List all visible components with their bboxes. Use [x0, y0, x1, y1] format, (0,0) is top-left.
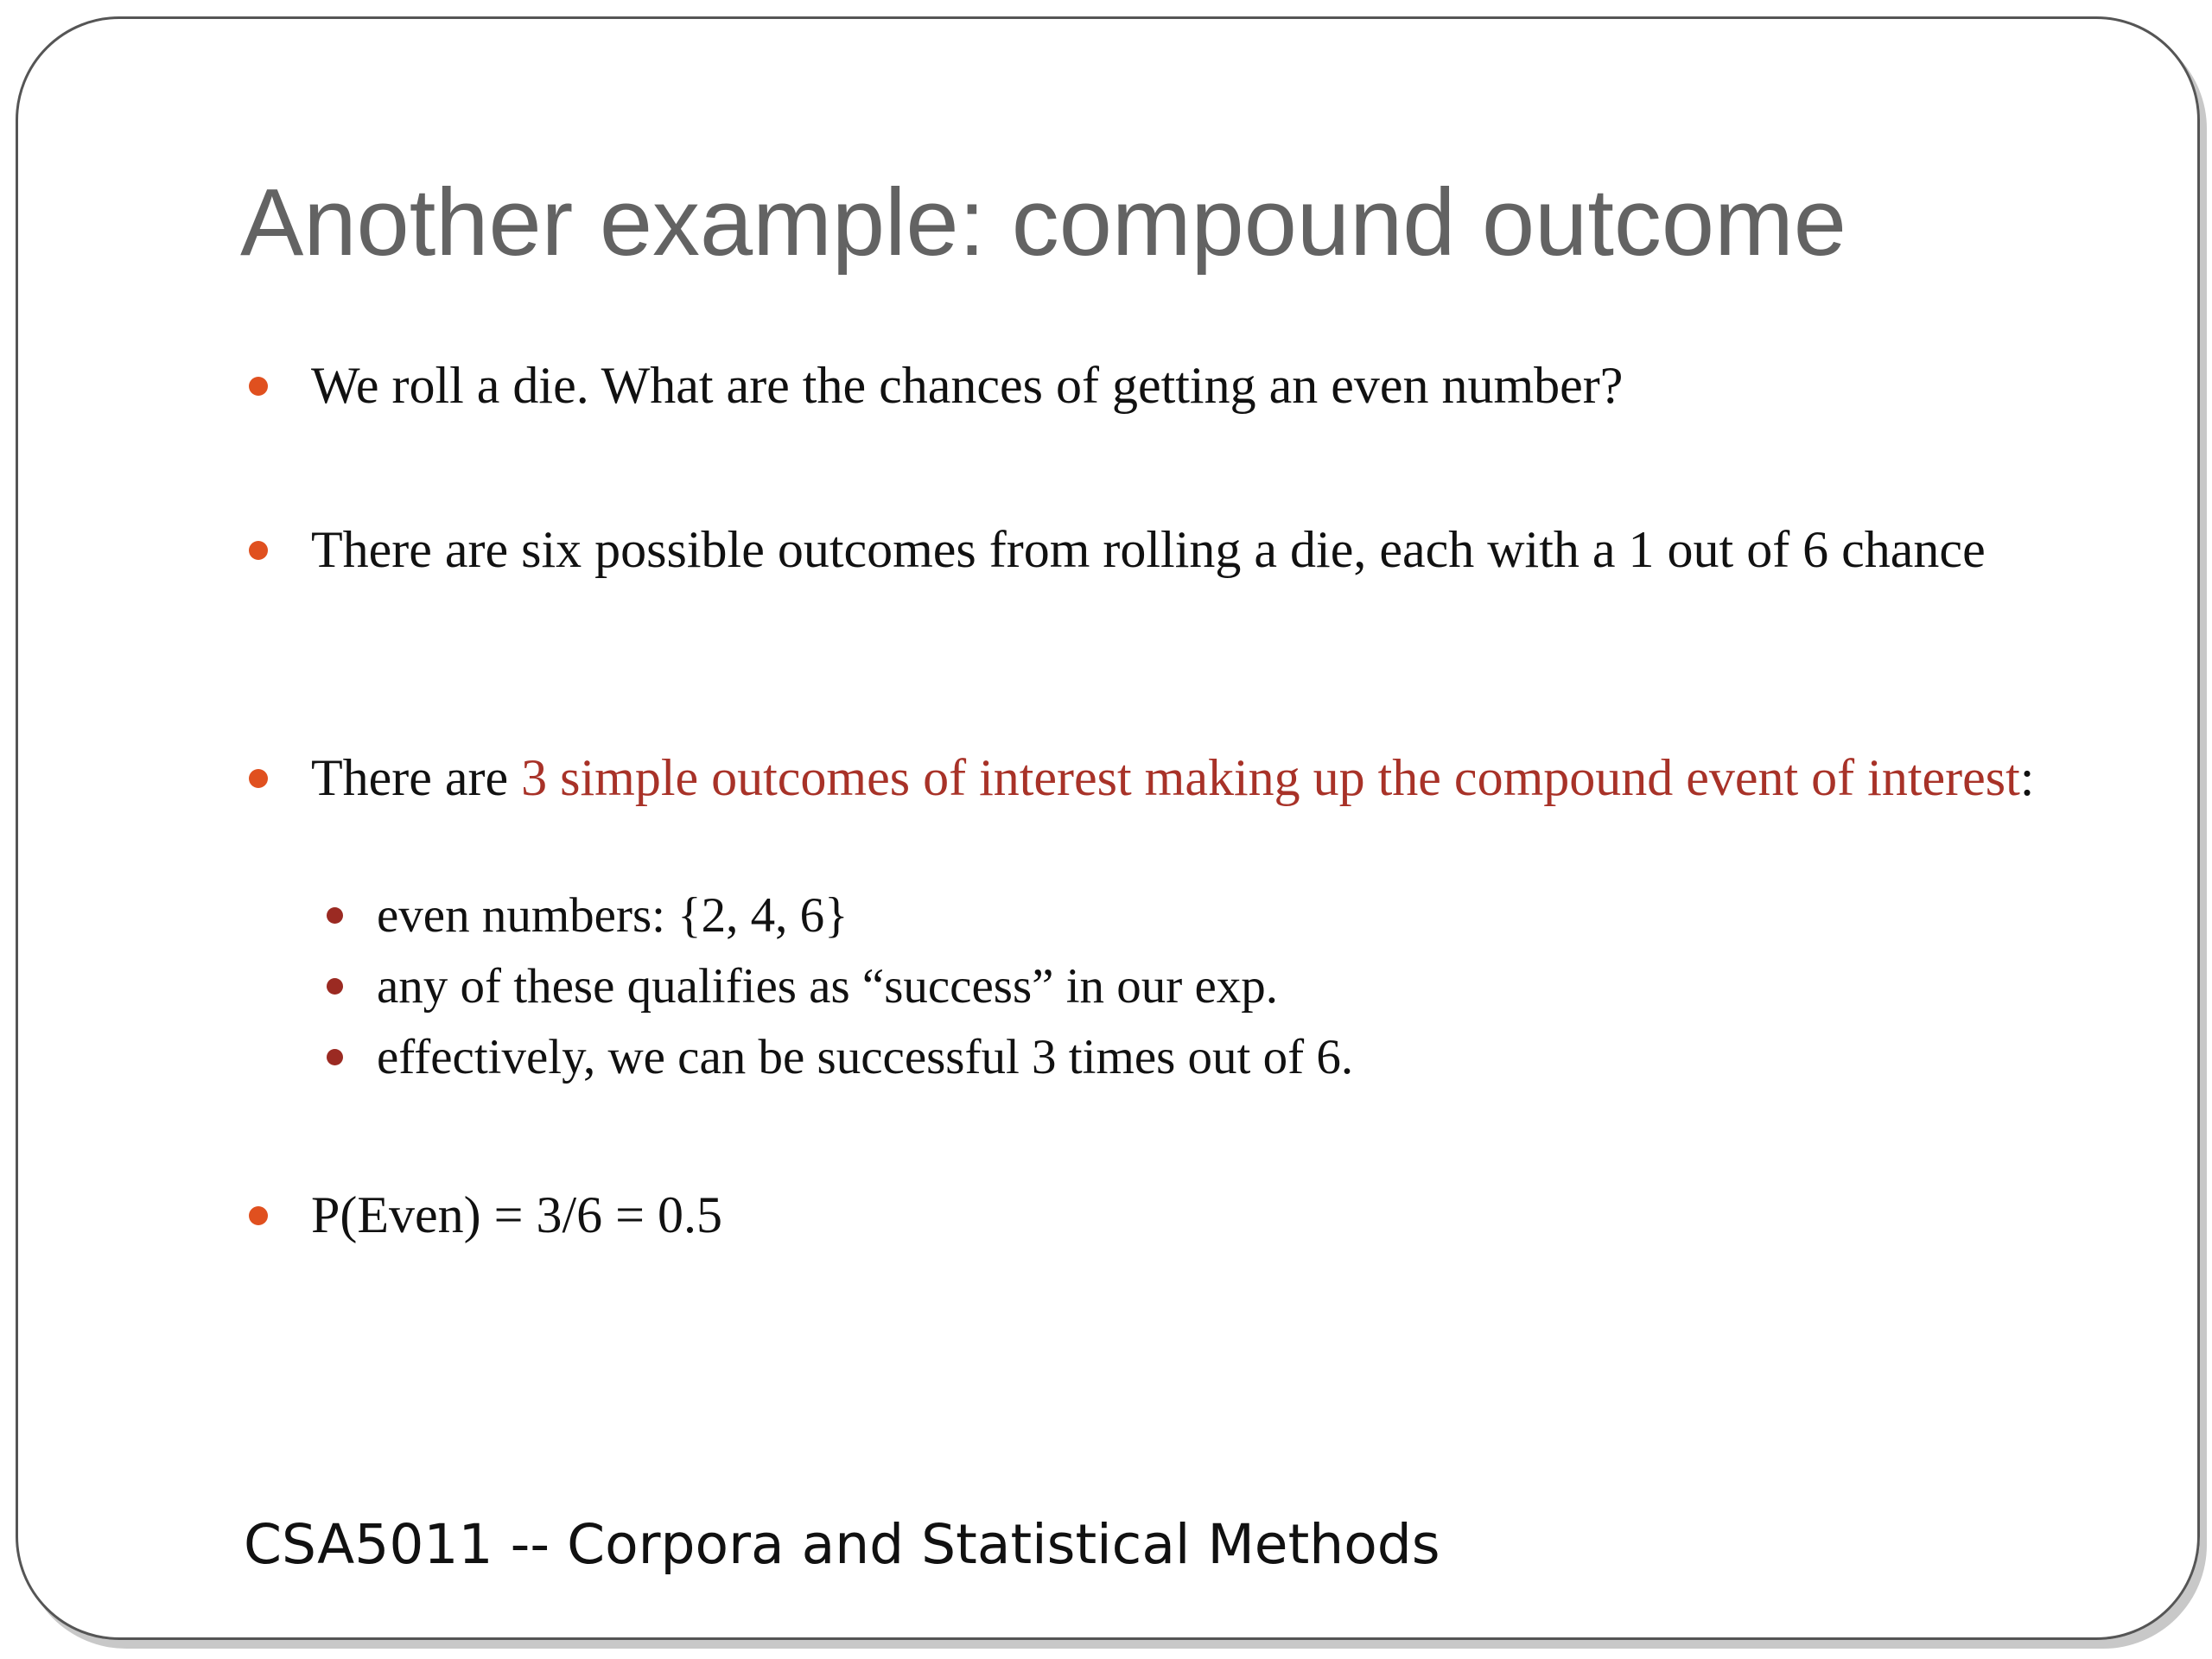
bullet-1: We roll a die. What are the chances of getting an even number? — [311, 357, 1624, 414]
subbullet-dot-2 — [327, 978, 343, 995]
subbullet-2: any of these qualifies as “success” in our exp. — [377, 959, 1279, 1014]
bullet-3-highlight: 3 simple outcomes of interest making up the compound event of interest — [521, 749, 2020, 806]
bullet-dot-2 — [249, 541, 268, 560]
bullet-3 — [311, 747, 2091, 810]
bullet-4: P(Even) = 3/6 = 0.5 — [311, 1186, 722, 1243]
subbullet-dot-3 — [327, 1049, 343, 1065]
bullet-dot-3 — [249, 769, 268, 788]
bullet-2: There are six possible outcomes from rolling a die, each with a 1 out of 6 chance — [311, 521, 1986, 578]
bullet-dot-4 — [249, 1206, 268, 1225]
subbullet-dot-1 — [327, 907, 343, 924]
subbullet-3: effectively, we can be successful 3 times out of 6. — [377, 1030, 1354, 1084]
bullet-3-suffix: : — [2019, 749, 2035, 806]
bullet-3-prefix: There are — [311, 749, 522, 806]
bullet-dot-1 — [249, 377, 268, 396]
subbullet-1: even numbers: {2, 4, 6} — [377, 888, 849, 943]
slide-footer: CSA5011 -- Corpora and Statistical Methods — [244, 1513, 1440, 1576]
slide-title: Another example: compound outcome — [240, 169, 1847, 276]
